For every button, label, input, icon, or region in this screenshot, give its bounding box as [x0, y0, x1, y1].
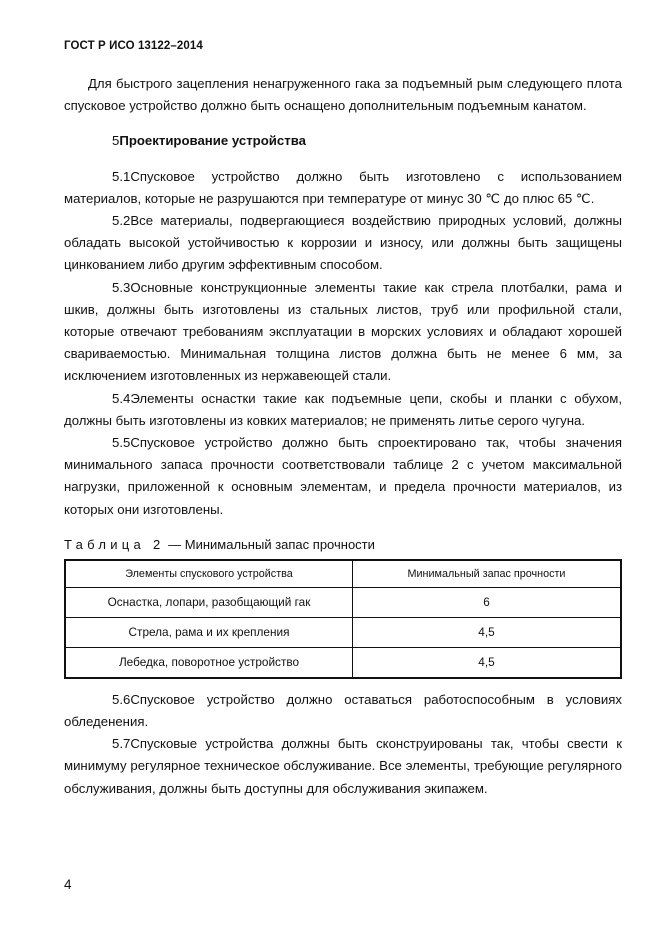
column-header: Элементы спускового устройства [65, 560, 353, 588]
page-body [64, 73, 622, 800]
clause-5-7 [64, 733, 622, 800]
clause-number: 5.5 [112, 435, 131, 451]
clause-5-5 [64, 432, 622, 521]
table-cell: Лебедка, поворотное устройство [65, 647, 353, 678]
table-row [65, 647, 621, 678]
table-header-row [65, 560, 621, 588]
table-cell: Оснастка, лопари, разобщающий гак [65, 587, 353, 617]
clause-5-6 [64, 689, 622, 733]
clause-text: Спусковое устройство должно быть спроектировано так, чтобы значения минимального запаса прочности соответствовали таблице 2 с учетом максимальной нагрузки, приложенной к основным элементам, и предела прочности материалов, из которых они изготовлены. [64, 435, 622, 517]
section-number: 5 [112, 133, 120, 149]
page-number: 4 [64, 877, 72, 892]
table-cell: 4,5 [353, 617, 622, 647]
clause-text: Спусковое устройство должно оставаться работоспособным в условиях обледенения. [64, 691, 622, 730]
clause-text: Элементы оснастки такие как подъемные цепи, скобы и планки с обухом, должны быть изготовлены из ковких материалов; не применять литье серого чугуна. [64, 390, 622, 428]
table-caption [64, 535, 622, 555]
table-row [65, 587, 621, 617]
clause-number: 5.1 [112, 168, 131, 184]
table-caption-text: — Минимальный запас прочности [168, 536, 375, 552]
document-header: ГОСТ Р ИСО 13122–2014 [64, 40, 203, 52]
table-cell: 6 [353, 587, 622, 617]
clause-number: 5.6 [112, 691, 131, 707]
clause-text: Основные конструкционные элементы такие как стрела плотбалки, рама и шкив, должны быть изготовлены из стальных листов, труб или профильной стали, которые отвечают требованиям эксплуатации в морских условиях и обладают хорошей свариваемостью. Минимальная толщина листов должна быть не менее 6 мм, за исключением изготовленных из нержавеющей стали. [64, 279, 622, 384]
intro-paragraph: Для быстрого зацепления ненагруженного гака за подъемный рым следующего плота спусковое устройство должно быть оснащено дополнительным подъемным канатом. [64, 76, 622, 114]
strength-table [64, 559, 622, 679]
section-heading [64, 130, 622, 152]
clause-5-1 [64, 166, 622, 210]
clause-text: Спусковые устройства должны быть сконструированы так, чтобы свести к минимуму регулярное техническое обслуживание. Все элементы, требующие регулярного обслуживания, должны быть доступны для обслуживания экипажем. [64, 736, 622, 796]
table-cell: Стрела, рама и их крепления [65, 617, 353, 647]
table-row [65, 617, 621, 647]
table-caption-label: Таблица 2 [64, 536, 165, 552]
clause-5-2 [64, 210, 622, 277]
clause-text: Спусковое устройство должно быть изготовлено с использованием материалов, которые не разрушаются при температуре от минус 30 ℃ до плюс 65 ℃. [64, 168, 622, 206]
table-cell: 4,5 [353, 647, 622, 678]
clause-number: 5.4 [112, 390, 131, 406]
clause-text: Все материалы, подвергающиеся воздействию природных условий, должны обладать высокой устойчивостью к коррозии и износу, или должны быть защищены цинкованием либо другим эффективным способом. [64, 213, 622, 273]
clause-number: 5.7 [112, 736, 131, 752]
section-title: Проектирование устройства [119, 133, 306, 149]
clause-5-4 [64, 388, 622, 432]
clause-number: 5.3 [112, 279, 131, 295]
clause-5-3 [64, 277, 622, 388]
clause-number: 5.2 [112, 213, 131, 229]
column-header: Минимальный запас прочности [353, 560, 622, 588]
